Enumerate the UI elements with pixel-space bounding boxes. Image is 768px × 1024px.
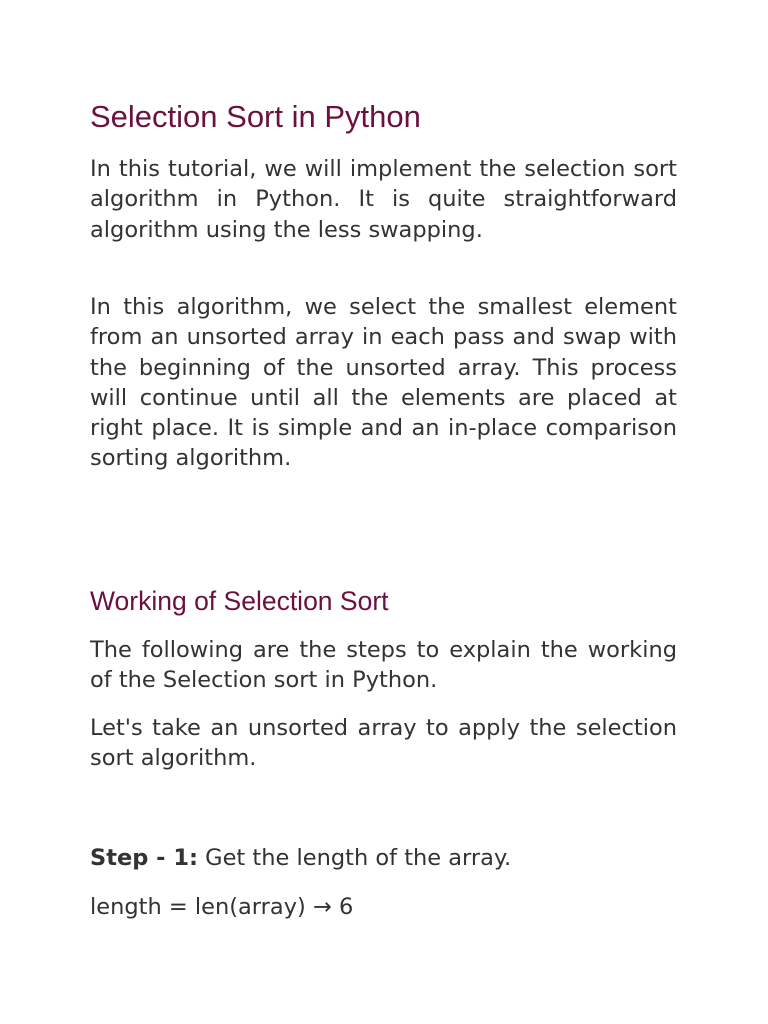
steps-intro-paragraph: The following are the steps to explain the working of the Selection sort in Python. <box>90 637 677 694</box>
step-1-text: Get the length of the array. <box>198 845 512 871</box>
page-title: Selection Sort in Python <box>90 99 421 134</box>
step-1-paragraph <box>90 843 677 873</box>
example-intro-paragraph: Let's take an unsorted array to apply the selection sort algorithm. <box>90 715 677 772</box>
intro-paragraph: In this tutorial, we will implement the selection sort algorithm in Python. It is quite straightforward algorithm using the less swapping. <box>90 156 677 243</box>
section-heading: Working of Selection Sort <box>90 586 389 616</box>
step-1-label: Step - 1: <box>90 845 198 871</box>
algorithm-paragraph: In this algorithm, we select the smallest element from an unsorted array in each pass and swap with the beginning of the unsorted array. This process will continue until all the elements are placed at right place. It is simple and an in-place comparison sorting algorithm. <box>90 294 677 472</box>
code-line: length = len(array) → 6 <box>90 894 354 920</box>
